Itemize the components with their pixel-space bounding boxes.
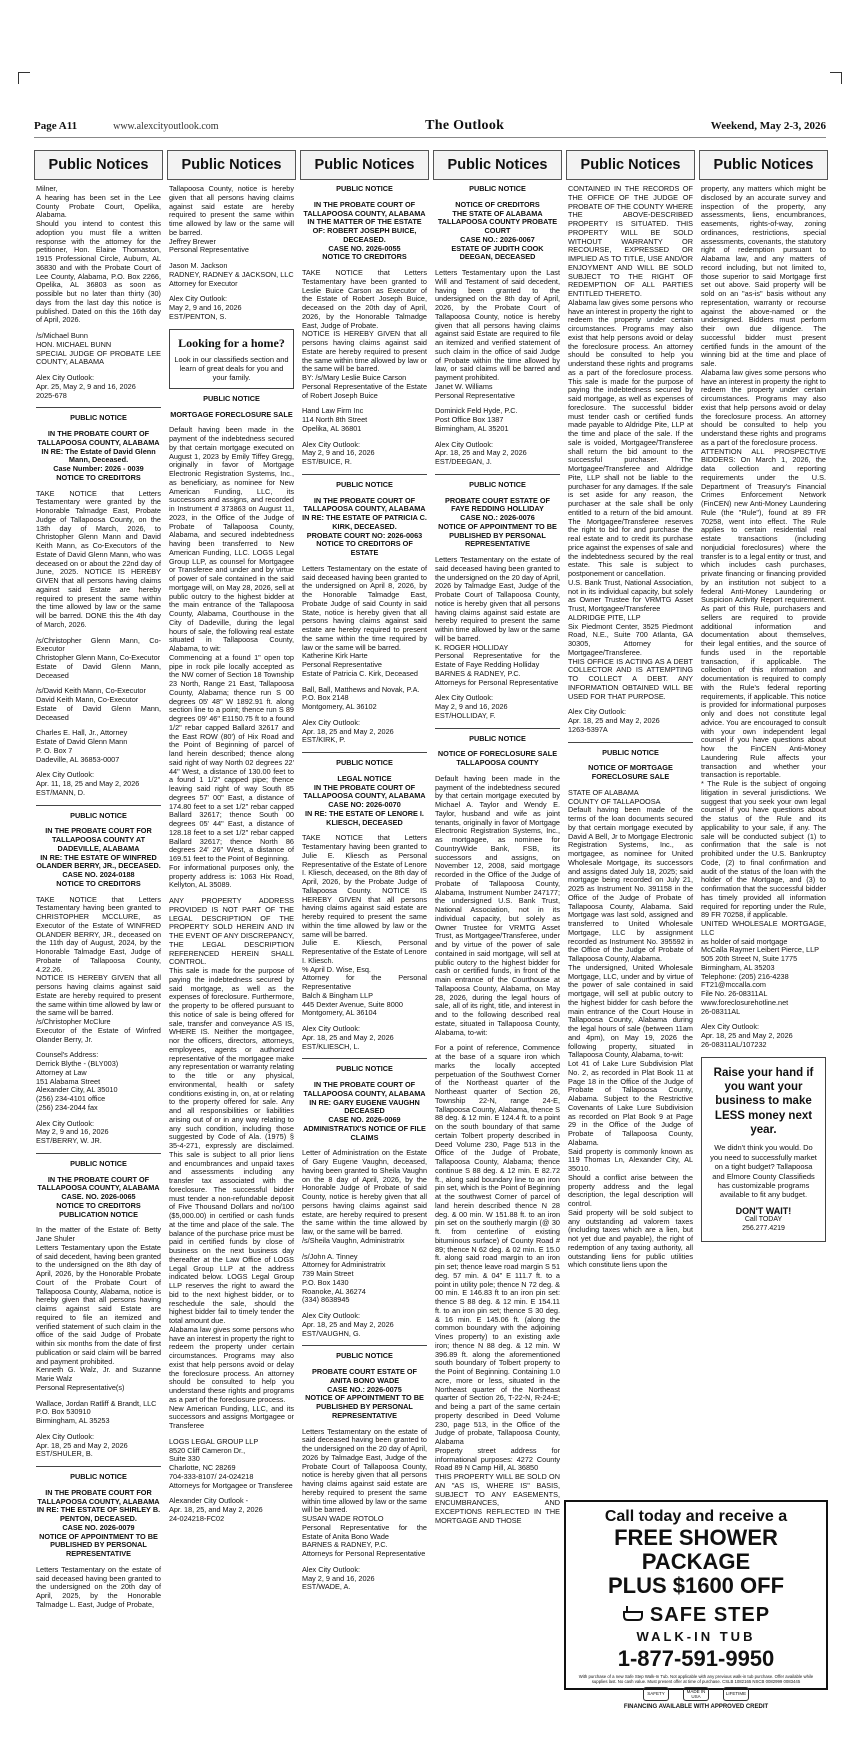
notice-heading: PUBLIC NOTICE: [336, 758, 393, 767]
notice-paragraph: /s/Michael Bunn HON. MICHAEL BUNN SPECIAL JUDGE OF PROBATE LEE COUNTY, ALABAMA: [36, 331, 161, 367]
notice-paragraph: /s/John A. Tinney Attorney for Administratrix 739 Main Street P.O. Box 1430 Roanoke, AL 36274 (334) 8638945: [302, 1251, 386, 1305]
ad-badges: [574, 1687, 818, 1701]
notice-paragraph: Wallace, Jordan Ratliff & Brandt, LLC P.O. Box 530910 Birmingham, AL 35253: [36, 1398, 157, 1425]
page-number: Page A11: [34, 120, 78, 132]
notice-paragraph: STATE OF ALABAMA COUNTY OF TALLAPOOSA Default having been made of the terms of the loan documents secured by that certain mortgage executed by David A Bell, Jr to Mortgage Electronic Registration Systems, Inc., as mortgagee, as nominee for United Wholesale Mortgage, its successors and assigns dated July 18, 2025; said mortgage being recorded on July 21, 2025 as Instrument No. 391158 in the Office of the Judge of Probate of Tallapoosa County, Alabama. Said Mortgage was last sold, assigned and transferred to United Wholesale Mortgage, LLC by assignment recorded as Instrument No. 395592 in the Office of the Judge of Probate of Tallapoosa County, Alabama. The undersigned, United Wholesale Mortgage, LLC, under and by virtue of the power of sale contained in said mortgage, will sell at public outcry to the highest bidder for cash before the main entrance of the Court House in Tallapoosa County, Alabama during the legal hours of sale (between 11am and 4pm), on May 19, 2026 the following property, situated in Tallapoosa County, Alabama, to-wit: Lot 41 of Lake Lure Subdivision Plat No. 2, as recorded in Plat Book 11 at Page 18 in the Office of the Judge of Probate of Tallapoosa County, Alabama. Subject to the Restrictive Covenants of Lake Lure Subdivision as recorded on Plat Book 9 at Page 29 in the Office of the Judge of Probate of Tallapoosa County, Alabama. Said property is commonly known as 119 Thomas Ln, Alexander City, AL 35010. Should a conflict arise between the property address and the legal description, the legal description will control. Said property will be sold subject to any outstanding ad valorem taxes (including taxes which are a lien, but not yet due and payable), the right of redemption of any taxing authority, all outstanding liens for public utilities which constitute liens upon the: [568, 787, 693, 1270]
notice-paragraph: Letters Testamentary upon the Last Will and Testament of said decedent, having been granted to the undersigned on the 8th day of April, 2026, by the Probate Court of Tallapoosa County, notice is hereby given that all persons having claims against said Estate are required to file an itemized and verified statement of such claim in the office of said Judge of Probate within the time allowed by law, or said claims will be barred and payment prohibited. Janet W. Williams Personal Representative: [435, 268, 560, 400]
ad-fine-print: With purchase of a new Safe Step Walk-In Tub. Not applicable with any previous walk-in tub purchase. Offer available while supplies last. No cash value. Must present offer at time of purchase. CSLB 1082165 NSCB 0082999 0083445: [578, 1673, 814, 1684]
notice-paragraph: Hand Law Firm Inc 114 North 8th Street Opelika, AL 36801: [302, 406, 368, 433]
logo-subtext: WALK-IN TUB: [636, 1628, 756, 1644]
notice-heading: PUBLIC NOTICE: [469, 479, 526, 489]
lifetime-badge: LIFETIME: [723, 1687, 749, 1701]
notice-paragraph: TAKE NOTICE that Letters Testamentary having been granted to CHRISTOPHER MCCLURE, as Executor of the Estate of WINFRED OLANDER BERRY, JR., deceased on the 11th day of August, 2024, by the Honorable Talmadge East, Judge of Probate of Tallapoosa County, 4.22.26. NOTICE IS HEREBY GIVEN that all persons having claims against said Estate are hereby required to present the same within time allowed by law or the same will be barred. /s/Christopher McClure Executor of the Estate of Winfred Olander Berry, Jr.: [36, 894, 161, 1044]
notice-heading: IN THE PROBATE COURT FOR TALLAPOOSA COUNTY, ALABAMA IN RE: THE ESTATE OF SHIRLEY B. PENTON, DECEASED. CASE NO. 2026-0079 NOTICE OF APPOINTMENT TO BE PUBLISHED BY PERSONAL REPRESENTATIVE: [36, 1487, 161, 1558]
safe-step-logo: [574, 1604, 818, 1627]
notice-paragraph: Default having been made in the payment of the indebtedness secured by that certain mortgage executed on August 1, 2023 by Emily Tiffey Gregg, originally in favor of Mortgage Electronic Registration Systems, Inc., as beneficiary, as nominee for New American Funding, LLC, its successors and assigns, and recorded in Instrument # 373863 on August 11, 2023, in the Office of the Judge of Probate of Tallapoosa County, Alabama, and secured indebtedness having been transferred to New American Funding, LLC. LOGS Legal Group LLP, as counsel for Mortgagee or Transferee and under and by virtue of power of sale contained in the said mortgage will, on May 28, 2026, sell at public outcry to the highest bidder at the main entrance of the Tallapoosa County, Alabama, Courthouse in the City of Dadeville, during the legal hours of sale, the following real estate situated in Tallapoosa County, Alabama, to wit: Commencing at a found 1" open top pipe in rock pile locally accepted as the NW corner of Section 18 Township 23 North, Range 21 East, Tallapoosa County, Alabama; thence run S 00 degrees 05' 48" W 1892.91 ft. along section line to a point; thence run S 89 degrees 09' 46" E1150.75 ft to a found 1/2" rebar capped Ballard 32617 and the East ROW (80') of Hix Road and the Point of Beginning of parcel of land herein described; thence along said right of way North 02 degrees 22' 44" West, a distance of 130.00 feet to a found 1 1/2" capped pipe; thence leaving said right of way South 85 degrees 57' 00" East, a distance of 174.80 feet to a set 1/2" rebar capped Ballard 32617; thence South 00 degrees 05' 44" East, a distance of 128.18 feet to a set 1/2" rebar capped Ballard 32617; thence North 86 degrees 24' 26" West, a distance of 169.51 feet to the Point of Beginning. For informational purposes only, the property address is: 1063 Hix Road, Kellyton, AL 35089.: [169, 425, 294, 890]
notice-divider: [568, 742, 693, 743]
notice-paragraph: Letters Testamentary on the estate of said deceased having been granted to the undersigned on the 20 day of April, 2026 by Talmadge East, Judge of the Probate Court of Tallapoosa County, notice is hereby given that all persons having claims against said estate are hereby required to present the same within time allowed by law or the same will be barred. SUSAN WADE ROTOLO Personal Representative for the Estate of Anita Bono Wade BARNES & RADNEY, P.C. Attorneys for Personal Representative: [302, 1426, 427, 1558]
notice-paragraph: Jason M. Jackson RADNEY, RADNEY & JACKSON, LLC Attorney for Executor: [169, 261, 294, 288]
notice-paragraph: ANY PROPERTY ADDRESS PROVIDED IS NOT PART OF THE LEGAL DESCRIPTION OF THE PROPERTY SOLD HEREIN AND IN THE EVENT OF ANY DISCREPANCY, THE LEGAL DESCRIPTION REFERENCED HEREIN SHALL CONTROL. This sale is made for the purpose of paying the indebtedness secured by said mortgage, as well as the expenses of foreclosure. Furthermore, the property to be offered pursuant to this notice of sale is being offered for sale, transfer and conveyance AS IS, WHERE IS. Neither the mortgagee, nor the officers, directors, attorneys, employees, agents or authorized representative of the mortgagee make any representation or warranty relating to the title or any physical, environmental, health or safety conditions existing in, on, at or relating to the property offered for sale. Any and all responsibilities or liabilities arising out of or in any way relating to any such condition, including those suggested by Code of Ala. (1975) § 35-4-271, expressly are disclaimed. This sale is subject to all prior liens and encumbrances and unpaid taxes and assessments including any transfer tax associated with the foreclosure. The successful bidder must tender a non-refundable deposit of Five Thousand Dollars and no/100 ($5,000.00) in certified or cash funds at the time and place of the sale. The balance of the purchase price must be paid in certified funds by close of business on the next business day thereafter at the Law Office of LOGS Legal Group LLP at the address indicated below. LOGS Legal Group LLP reserves the right to award the bid to the next highest bidder, or to reschedule the sale, should the highest bidder fail to timely tender the total amount due. Alabama law gives some persons who have an interest in property the right to redeem the property under certain circumstances. Programs may also exist that help persons avoid or delay the foreclosure process. An attorney should be consulted to help you understand these rights and programs as a part of the foreclosure process. New American Funding, LLC, and its successors and assigns Mortgagee or Transferee: [169, 896, 294, 1431]
issue-date: Weekend, May 2-3, 2026: [710, 120, 826, 132]
notice-paragraph: Alex City Outlook: May 2, 9 and 16, 2026 EST/HOLLIDAY, F.: [435, 693, 508, 720]
tub-icon: [622, 1604, 644, 1627]
notice-paragraph: Alex City Outlook: May 2, 9 and 16, 2026 EST/PENTON, S.: [169, 294, 242, 321]
column-title: Public Notices: [433, 150, 562, 180]
safety-badge: SAFETY: [643, 1687, 669, 1701]
promo-heading: Looking for a home?: [178, 335, 285, 350]
ad-line-1: Call today and receive a: [604, 1508, 788, 1525]
promo-text: Look in our classifieds section and learn of great deals for you and your family.: [174, 354, 289, 382]
notice-paragraph: TAKE NOTICE that Letters Testamentary having been granted to Julie E. Kliesch as Personal Representative of the Estate of Lenore I. Kliesch, deceased, on the 8th day of April, 2026, by the Probate Judge of Tallapoosa County. NOTICE IS HEREBY GIVEN that all persons having claims against said estate are hereby required to present the same within the time allowed by law or the same will be barred. Julie E. Kliesch, Personal Representative of the Estate of Lenore I. Kliesch. % April D. Wise, Esq. Attorney for the Personal Representative Balch & Bingham LLP 445 Dexter Avenue, Suite 8000 Montgomery, AL 36104: [302, 833, 427, 1018]
notice-paragraph: Letters Testamentary on the estate of said deceased having been granted to the undersigned on the 20th day of April, 2025, by the Honorable Talmadge L. East, Judge of Probate,: [36, 1564, 161, 1609]
notice-paragraph: TAKE NOTICE that Letters Testamentary have been granted to Leslie Buice Carson as Executor of the Estate of Robert Joseph Buice, deceased on the 20th day of April, 2026, by the Honorable Talmadge East, Judge of Probate. NOTICE IS HEREBY GIVEN that all persons having claims against said Estate are hereby required to present the same within time allowed by law or the same will be barred. BY: /s/Mary Leslie Buice Carson Personal Representative of the Estate of Robert Joseph Buice: [302, 268, 427, 400]
promo-call-to-action: DON'T WAIT!: [735, 1205, 792, 1216]
column-title: Public Notices: [300, 150, 429, 180]
notice-heading: PUBLIC NOTICE: [336, 185, 393, 193]
notice-heading: PUBLIC NOTICE: [336, 1064, 393, 1074]
notice-paragraph: Counsel's Address: Derrick Blythe - (BLY003) Attorney at Law 151 Alabama Street Alexander City, AL 35010 (256) 234-4101 office (256) 234-2044 fax: [36, 1050, 119, 1112]
notice-divider: [302, 752, 427, 753]
notice-column-2: [167, 150, 296, 1690]
notice-heading: IN THE PROBATE COURT OF TALLAPOOSA COUNTY, ALABAMA IN RE: THE ESTATE OF PATRICIA C. KIRK, DECEASED. PROBATE COURT NO: 2026-0063 NOTICE TO CREDITORS OF ESTATE: [302, 495, 427, 557]
notice-heading: PUBLIC NOTICE: [469, 185, 526, 193]
notice-columns: [34, 150, 828, 1690]
notice-paragraph: Tallapoosa County, notice is hereby given that all persons having claims against said estate are hereby required to present the same within time allowed by law or the same will be barred. Jeffrey Brewer Personal Representative: [169, 185, 294, 255]
notice-paragraph: In the matter of the Estate of: Betty Jane Shuler Letters Testamentary upon the Estate of said decedent, having been granted to the undersigned on the 8th day of April, 2026, by the Honorable Probate Court of the Probate Court of Tallapoosa County, Alabama, notice is hereby given that all persons having claims against said Estate are required to file an itemized and verified statement of such claim in the office of the said Judge of Probate within six months from the date of first publication or said claim will be barred and payment prohibited. Kenneth G. Walz, Jr. and Suzanne Marie Walz Personal Representative(s): [36, 1225, 161, 1392]
notice-paragraph: /s/Christopher Glenn Mann, Co-Executor Christopher Glenn Mann, Co-Executor Estate of David Glenn Mann, Deceased: [36, 635, 161, 680]
notice-heading: PROBATE COURT ESTATE OF ANITA BONO WADE CASE NO.: 2026-0075 NOTICE OF APPOINTMENT TO BE PUBLISHED BY PERSONAL REPRESENTATIVE: [305, 1367, 424, 1420]
notice-paragraph: Charles E. Hall, Jr., Attorney Estate of David Glenn Mann P. O. Box 7 Dadeville, AL 36853-0007: [36, 728, 128, 764]
column-title: Public Notices: [34, 150, 163, 180]
notice-heading: PUBLIC NOTICE: [70, 413, 127, 423]
notice-heading: IN THE PROBATE COURT FOR TALLAPOOSA COUNTY AT DADEVILLE, ALABAMA IN RE: THE ESTATE OF WINFRED OLANDER BERRY, JR., DECEASED. CASE NO. 2024-0188 NOTICE TO CREDITORS: [36, 826, 161, 888]
notice-paragraph: Alexander City Outlook - Apr. 18, 25, and May 2, 2026 24-024218-FC02: [169, 1496, 263, 1523]
website-link[interactable]: www.alexcityoutlook.com: [113, 121, 219, 132]
notice-divider: [36, 805, 161, 806]
logo-text: SAFE STEP: [649, 1603, 771, 1626]
notice-divider: [302, 1058, 427, 1059]
notice-divider: [435, 728, 560, 729]
column-body: [34, 185, 163, 1690]
notice-heading: PUBLIC NOTICE: [70, 810, 127, 820]
notice-divider: [36, 407, 161, 408]
notice-heading: LEGAL NOTICE IN THE PROBATE COURT OF TALLAPOOSA COUNTY, ALABAMA CASE NO: 2026-0070 IN RE: THE ESTATE OF LENORE I. KLIESCH, DECEASED: [303, 773, 426, 827]
column-title: Public Notices: [566, 150, 695, 180]
notice-heading: PUBLIC NOTICE: [70, 1158, 127, 1168]
ad-line-2: FREE SHOWER PACKAGE: [614, 1525, 778, 1575]
notice-heading: PUBLIC NOTICE: [203, 393, 260, 403]
ad-phone-number[interactable]: 1-877-591-9950: [617, 1645, 775, 1671]
column-body: [300, 185, 429, 1690]
notice-paragraph: TAKE NOTICE that Letters Testamentary were granted by the Honorable Talmadge East, Probate Judge of Tallapoosa County, on the 13th day of March, 2026, to Christopher Glenn Mann and David Keith Mann, as Co-Executors of the Estate of David Glenn Mann, who was deceased on or about the 22nd day of June, 2025. NOTICE IS HEREBY GIVEN that all persons having claims against said Estate are hereby required to present the same within the time allowed by law or the same will be barred. DONE this the 4th day of March, 2026.: [36, 488, 161, 629]
notice-column-6: [699, 150, 828, 1690]
notice-paragraph: Alex City Outlook: Apr. 25, May 2, 9 and 16, 2026 2025-678: [36, 373, 136, 400]
financing-note: FINANCING AVAILABLE WITH APPROVED CREDIT: [623, 1703, 769, 1710]
notice-heading: NOTICE OF CREDITORS THE STATE OF ALABAMA TALLAPOOSA COUNTY PROBATE COURT CASE NO.: 2026-0067 ESTATE OF JUDITH COOK DEEGAN, DECEASED: [437, 199, 558, 262]
notice-paragraph: property, any matters which might be disclosed by an accurate survey and inspection of the property, any assessments, liens, encumbrances, easements, rights-of-way, zoning ordinances, restrictions, special assessments, covenants, the statutory right of redemption pursuant to Alabama law, and any matters of record including, but not limited to, those superior to said Mortgage first set out above. Said property will be sold on an "as-is" basis without any representation, warranty or recourse against the above-named or the undersigned. Bidders must perform their own due diligence. The successful bidder must present certified funds in the amount of the winning bid at the time and place of sale. Alabama law gives some persons who have an interest in property the right to redeem the property under certain circumstances. Programs may also exist that help persons avoid or delay the foreclosure process. An attorney should be consulted to help you understand these rights and programs as a part of the foreclosure process. ATTENTION ALL PROSPECTIVE BIDDERS: On March 1, 2026, the data collection and reporting requirements under the U.S. Department of Treasury's Financial Crimes Enforcement Network (FinCEN) new Anti-Money Laundering Rule (the "Rule"), found at 89 FR 70258, went into effect. The Rule applies to certain residential real estate transactions (including nonjudicial foreclosures) where the transfer is to a legal entity or trust, and which includes cash purchases, private financing or financing provided by an institution not subject to a federal Anti-Money Laundering or Suspicion Activity Report requirement. As part of this Rule, purchasers and sellers are required to provide additional information and documentation about themselves, their legal entities, and the source of funds used in the reportable transaction, if applicable. The collection of this information and documentation is required to comply with the Rule's federal reporting requirements, if applicable. This notice is provided for informational purposes only and does not constitute legal advice. You are encouraged to consult with your own independent legal counsel if you have questions about how the FinCEN Anti-Money Laundering Rule affects your transaction and whether your transaction is reportable. * The Rule is the subject of ongoing litigation in several jurisdictions. We suggest that you seek your own legal counsel if you have questions about the status of the Rule and its applicability to your sale, if any. The sale will be conducted subject (1) to confirmation that the sale is not prohibited under the U.S. Bankruptcy Code, (2) to final confirmation and audit of the status of the loan with the holder of the Mortgage, and (3) to confirmation that the successful bidder has timely provided all information required for reporting under the Rule, 89 FR 70258, if applicable. UNITED WHOLESALE MORTGAGE, LLC as holder of said mortgage McCalla Raymer Leibert Pierce, LLP 505 20th Street N, Suite 1775 Birmingham, AL 35203 Telephone: (205) 216-4238 FT21@mccalla.com File No. 26-08311AL www.foreclosurehotline.net 26-08311AL: [701, 185, 826, 1016]
column-body: [566, 185, 695, 1690]
notice-paragraph: Letters Testamentary on the estate of said deceased having been granted to the undersigned on April 8, 2026, by the Honorable Talmadge East, Probate Judge of said County in said State, notice is hereby given that all persons having claims against said estate are hereby required to present the same within the time required by law or the same will be barred. Katherine Kirk Harte Personal Representative Estate of Patricia C. Kirk, Deceased: [302, 563, 427, 678]
notice-paragraph: Alex City Outlook: Apr. 18, 25 and May 2, 2026 26-08311AL/107232: [701, 1022, 793, 1049]
notice-heading: NOTICE OF MORTGAGE FORECLOSURE SALE: [588, 763, 673, 781]
classifieds-promo-box: [169, 329, 294, 389]
notice-heading: MORTGAGE FORECLOSURE SALE: [170, 409, 293, 419]
notice-heading: IN THE PROBATE COURT OF TALLAPOOSA COUNTY, ALABAMA IN THE MATTER OF THE ESTATE OF: ROBERT JOSEPH BUICE, DECEASED. CASE NO. 2026-0055 NOTICE TO CREDITORS: [303, 199, 426, 262]
crop-mark-top-right: [830, 72, 842, 84]
column-title: Public Notices: [167, 150, 296, 180]
notice-heading: PUBLIC NOTICE: [336, 1351, 393, 1361]
notice-paragraph: Milner, A hearing has been set in the Lee County Probate Court, Opelika, Alabama. Should you intend to contest this adoption you must file a written response with the attorney for the petitioner, Hon. Elaine Thomaston, 1915 Professional Circle, Auburn, AL 36830 and with the Probate Court of Lee County, Alabama, P.O. Box 2266, Opelika, AL 36803 as soon as possible but no later than thirty (30) days from the last day this notice is published. Dated on this the 16th day of April, 2026.: [36, 185, 161, 325]
crop-mark-top-left: [18, 72, 30, 84]
notice-heading: NOTICE OF FORECLOSURE SALE TALLAPOOSA COUNTY: [437, 749, 558, 767]
notice-heading: PUBLIC NOTICE: [602, 747, 659, 757]
notice-divider: [302, 1345, 427, 1346]
promo-heading: Raise your hand if you want your business to make LESS money next year.: [713, 1066, 814, 1136]
usa-badge: MADE IN USA: [683, 1687, 709, 1701]
notice-paragraph: Alex City Outlook: May 2, 9 and 16, 2026 EST/BUICE, R.: [302, 439, 375, 466]
notice-paragraph: CONTAINED IN THE RECORDS OF THE OFFICE OF THE JUDGE OF PROBATE OF THE COUNTY WHERE THE ABOVE-DESCRIBED PROPERTY IS SITUATED. THIS PROPERTY WILL BE SOLD WITHOUT WARRANTY OR RECOURSE, EXPRESSED OR IMPLIED AS TO TITLE, USE AND/OR ENJOYMENT AND WILL BE SOLD SUBJECT TO THE RIGHT OF REDEMPTION OF ALL PARTIES ENTITLED THERETO. Alabama law gives some persons who have an interest in property the right to redeem the property under certain circumstances. Programs may also exist that help persons avoid or delay the foreclosure process. An attorney should be consulted to help you understand these rights and programs as a part of the foreclosure process. This sale is made for the purpose of paying the indebtedness secured by said mortgage, as well as expenses of foreclosure. The successful bidder must tender cash or certified funds made payable to Aldridge Pite, LLP at the time and place of the sale. If the sale is voided, Mortgagee/Transferee shall return the bid amount to the successful purchaser. The Mortgagee/Transferee and Aldridge Pite, LLP shall not be liable to the purchaser for any damages. If the sale is set aside for any reason, the purchaser at the sale shall be only entitled to a return of the bid amount. The Mortgagee/Transferee reserves the right to bid for and purchase the real estate and to credit its purchase price against the expenses of sale and the indebtedness secured by the real estate. This sale is subject to postponement or cancellation. U.S. Bank Trust, National Association, not in its individual capacity, but solely as Owner Trustee for VRMTG Asset Trust, Mortgagee/Transferee ALDRIDGE PITE, LLP Six Piedmont Center, 3525 Piedmont Road, N.E., Suite 700 Atlanta, GA 30305, Attorney for Mortgagee/Transferee. THIS OFFICE IS ACTING AS A DEBT COLLECTOR AND IS ATTEMPTING TO COLLECT A DEBT. ANY INFORMATION OBTAINED WILL BE USED FOR THAT PURPOSE.: [568, 185, 693, 701]
notice-divider: [302, 474, 427, 475]
notice-heading: PUBLIC NOTICE: [469, 733, 526, 743]
notice-heading: IN THE PROBATE COURT OF TALLAPOOSA COUNTY, ALABAMA IN RE: GARY EUGENE VAUGHN DECEASED CASE NO. 2026-0069 ADMINISTRATIX'S NOTICE OF FILE CLAIMS: [303, 1080, 426, 1142]
notice-heading: IN THE PROBATE COURT OF TALLAPOOSA COUNTY, ALABAMA CASE. NO. 2026-0065 NOTICE TO CREDITORS PUBLICATION NOTICE: [37, 1174, 160, 1219]
column-body: [433, 185, 562, 1690]
ad-line-3: PLUS $1600 OFF: [607, 1573, 785, 1599]
notice-paragraph: Alex City Outlook: Apr. 18, 25 and May 2, 2026 EST/DEEGAN, J.: [435, 439, 527, 466]
notice-paragraph: /s/David Keith Mann, Co-Executor David Keith Mann, Co-Executor Estate of David Glenn Mann, Deceased: [36, 686, 161, 722]
notice-paragraph: Letters Testamentary on the estate of said deceased having been granted to the undersigned on the 20 day of April, 2026 by Talmadge East, Judge of the Probate Court of Tallapoosa County, notice is hereby given that all persons having claims against said estate are hereby required to present the same within time allowed by law or the same will be barred. K. ROGER HOLLIDAY Personal Representative for the Estate of Faye Redding Holliday BARNES & RADNEY, P.C. Attorneys for Personal Representative: [435, 555, 560, 687]
notice-divider: [36, 1153, 161, 1154]
notice-paragraph: Letter of Administration on the Estate of Gary Eugene Vaughn, deceased, having been granted to Sheila Vaughn on the 8 day of April, 2026, by the Honorable Judge of Probate of said County, notice is hereby given that all persons having claims against said estate, are hereby required to present the same within the time allowed by law, or the same will be barred. /s/Sheila Vaughn, Administratrix: [302, 1148, 427, 1245]
column-body: [167, 185, 296, 1690]
notice-paragraph: Ball, Ball, Matthews and Novak, P.A. P.O. Box 2148 Montgomery, AL 36102: [302, 684, 420, 711]
notice-paragraph: Alex City Outlook: Apr. 11, 18, 25 and May 2, 2026 EST/MANN, D.: [36, 770, 140, 797]
column-body: [699, 185, 828, 1690]
notice-paragraph: Alex City Outlook: May 2, 9 and 16, 2026 EST/WADE, A.: [302, 1564, 375, 1592]
notice-paragraph: Alex City Outlook: Apr. 18, 25 and May 2, 2026 1263-5397A: [568, 707, 660, 734]
notice-column-3: [300, 150, 429, 1690]
promo-text: We didn't think you would. Do you need to successfully market on a tight budget? Tallapoosa and Elmore County Classifieds has customizable programs available to fit any budget.: [710, 1143, 817, 1200]
notice-paragraph: For a point of reference, Commence at the base of a square iron which marks the locally accepted perpetuation of the Southwest Corner of the Northeast quarter of the Northeast quarter of Section 26, Township 22-N, range 24-E, Tallapoosa County, Alabama, thence S 88 deg. & 12 min. E 124.4 ft. to a point on the south boundary of that same certain Tolbert property described in Deed Volume 230, Page 513 in the Office of the Judge of Probate, Tallapoosa County, Alabama; thence continue S 88 deg. & 12 min. E 82.72 ft., along said boundary line to an iron pin set, which is the Point of Beginning at the southwest Corner of parcel of land herein described thence N 28 deg. & 00 min. W 151.88 ft. to an iron pin set on the southerly margin (@ 30 ft. from centerline of existing bituminous surface) of County Road # 89; thence N 62 deg. & 02 min. E 15.0 ft. along said road margin to an iron pin set; thence leave road margin S 51 deg. 57 min. & 04" E 111.7 ft. to a point in utility pole; thence N 72 deg. & 00 min. E 146.83 ft to an iron pin set: thence S 88 deg. & 12 min. E 154.11 ft. to an iron pin set; thence S 30 deg. & 16 min. E 145.06 ft. (along the common boundary with the adjoining Vines property) to an existing axle iron; thence N 88 deg. & 12 min. W 396.89 ft. along the aforementioned south boundary of Tolbert property to the Point of Beginning. Containing 1.0 acre, more or less, situated in the Northeast quarter of the Northeast quarter of Section 26, T-22-N, R-24-E; and being a part of the same certain property described in Deed Volume 230, page 513, in the Office of the Judge of probate, Tallapoosa County, Alabama Property street address for informational purposes: 4272 County Road 89 N Camp Hill, AL 36850 THIS PROPERTY WILL BE SOLD ON AN "AS IS, WHERE IS" BASIS, SUBJECT TO ANY EASEMENTS, ENCUMBRANCES, AND EXCEPTIONS REFLECTED IN THE MORTGAGE AND THOSE: [435, 1043, 560, 1525]
notice-heading: IN THE PROBATE COURT OF TALLAPOOSA COUNTY, ALABAMA IN RE: The Estate of David Glenn Mann, Deceased. Case Number: 2026 - 0039 NOTICE TO CREDITORS: [37, 429, 160, 482]
notice-divider: [36, 1466, 161, 1467]
page-header: [34, 118, 826, 138]
notice-divider: [435, 474, 560, 475]
notice-column-1: [34, 150, 163, 1690]
notice-column-4: [433, 150, 562, 1690]
notice-paragraph: Dominick Feld Hyde, P.C. Post Office Box 1387 Birmingham, AL 35201: [435, 406, 518, 433]
notice-heading: PUBLIC NOTICE: [336, 479, 393, 489]
notice-heading: PUBLIC NOTICE: [70, 1472, 127, 1481]
header-left: [34, 120, 219, 132]
walk-in-tub-ad[interactable]: [564, 1500, 828, 1710]
notice-column-5: [566, 150, 695, 1690]
notice-paragraph: Alex City Outlook: Apr. 18, 25 and May 2, 2026 EST/VAUGHN, G.: [302, 1311, 394, 1338]
promo-phone[interactable]: Call TODAY 256.277.4219: [742, 1216, 785, 1232]
notice-heading: PROBATE COURT ESTATE OF FAYE REDDING HOLLIDAY CASE NO.: 2026-0076 NOTICE OF APPOINTMENT TO BE PUBLISHED BY PERSONAL REPRESENTATIVE: [438, 495, 557, 549]
notice-paragraph: Alex City Outlook: Apr. 18, 25 and May 2, 2026 EST/SHULER, B.: [36, 1431, 128, 1459]
notice-paragraph: LOGS LEGAL GROUP LLP 8520 Cliff Cameron Dr., Suite 330 Charlotte, NC 28269 704-333-8107/ 24-024218 Attorneys for Mortgagee or Transferee: [169, 1436, 293, 1490]
notice-paragraph: Alex City Outlook: Apr. 18, 25 and May 2, 2026 EST/KIRK, P.: [302, 717, 394, 745]
notice-paragraph: Default having been made in the payment of the indebtedness secured by that certain mortgage executed by Michael A. Taylor and Wendy E. Taylor, husband and wife as joint tenants, originally in favor of Mortgage Electronic Registration Systems, Inc., as mortgagee, as nominee for CountryWide Bank, FSB, its successors and assigns, on November 12, 2008, said mortgage recorded in the Office of the Judge of Probate of Tallapoosa County, Alabama, Instrument Number 247177; the undersigned U.S. Bank Trust, National Association, not in its individual capacity, but solely as Owner Trustee for VRMTG Asset Trust, as Mortgagee/Transferee, under and by virtue of the power of sale contained in said mortgage, will sell at public outcry to the highest bidder for cash or certified funds, in front of the main entrance of the Courthouse at Tallapoosa County, Alabama, on May 28, 2026, during the legal hours of sale, all of its right, title, and interest in and to the following described real estate, situated in Tallapoosa County, Alabama, to-wit:: [435, 773, 560, 1037]
masthead: The Outlook: [425, 118, 505, 133]
notice-paragraph: Alex City Outlook: May 2, 9 and 16, 2026 EST/BERRY, W. JR.: [36, 1118, 109, 1145]
notice-paragraph: Alex City Outlook: Apr. 18, 25 and May 2, 2026 EST/KLIESCH, L.: [302, 1024, 394, 1051]
advertising-promo-box: [701, 1057, 826, 1243]
column-title: Public Notices: [699, 150, 828, 180]
